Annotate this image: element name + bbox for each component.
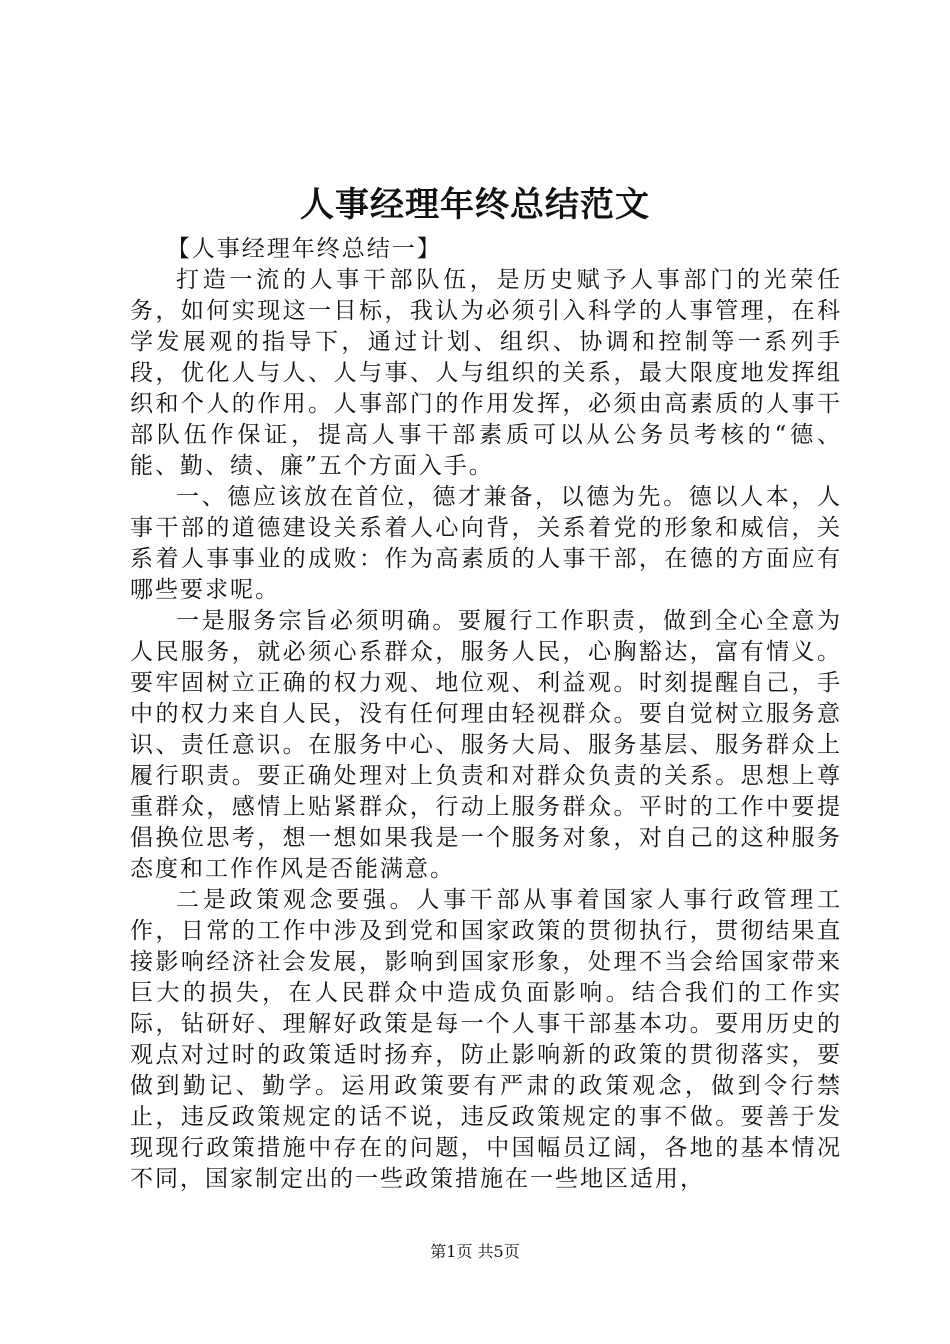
document-title: 人事经理年终总结范文 (300, 185, 650, 225)
section-heading: 【人事经理年终总结一】 (166, 236, 442, 262)
page-number-footer: 第1页 共5页 (430, 1242, 520, 1261)
paragraph: 二是政策观念要强。人事干部从事着国家人事行政管理工作，日常的工作中涉及到党和国家政策的贯彻执行，贯彻结果直接影响经济社会发展，影响到国家形象，处理不当会给国家带来巨大的损失，在人民群众中造成负面影响。结合我们的工作实际，钻研好、理解好政策是每一个人事干部基本功。要用历史的观点对过时的政策适时扬弃，防止影响新的政策的贯彻落实，要做到勤记、勤学。运用政策要有严肃的政策观念，做到令行禁止，违反政策规定的话不说，违反政策规定的事不做。要善于发现现行政策措施中存在的问题，中国幅员辽阔，各地的基本情况不同，国家制定出的一些政策措施在一些地区适用， (130, 887, 842, 1192)
paragraph: 打造一流的人事干部队伍，是历史赋予人事部门的光荣任务，如何实现这一目标，我认为必须引入科学的人事管理，在科学发展观的指导下，通过计划、组织、协调和控制等一系列手段，优化人与人、人与事、人与组织的关系，最大限度地发挥组织和个人的作用。人事部门的作用发挥，必须由高素质的人事干部队伍作保证，提高人事干部素质可以从公务员考核的“德、能、勤、绩、廉”五个方面入手。 (130, 267, 842, 479)
paragraph: 一是服务宗旨必须明确。要履行工作职责，做到全心全意为人民服务，就必须心系群众，服务人民，心胸豁达，富有情义。要牢固树立正确的权力观、地位观、利益观。时刻提醒自己，手中的权力来自人民，没有任何理由轻视群众。要自觉树立服务意识、责任意识。在服务中心、服务大局、服务基层、服务群众上履行职责。要正确处理对上负责和对群众负责的关系。思想上尊重群众，感情上贴紧群众，行动上服务群众。平时的工作中要提倡换位思考，想一想如果我是一个服务对象，对自己的这种服务态度和工作作风是否能满意。 (130, 608, 842, 882)
document-body (130, 234, 842, 1195)
paragraph: 一、德应该放在首位，德才兼备，以德为先。德以人本，人事干部的道德建设关系着人心向背，关系着党的形象和威信，关系着人事事业的成败：作为高素质的人事干部，在德的方面应有哪些要求呢。 (130, 484, 842, 603)
